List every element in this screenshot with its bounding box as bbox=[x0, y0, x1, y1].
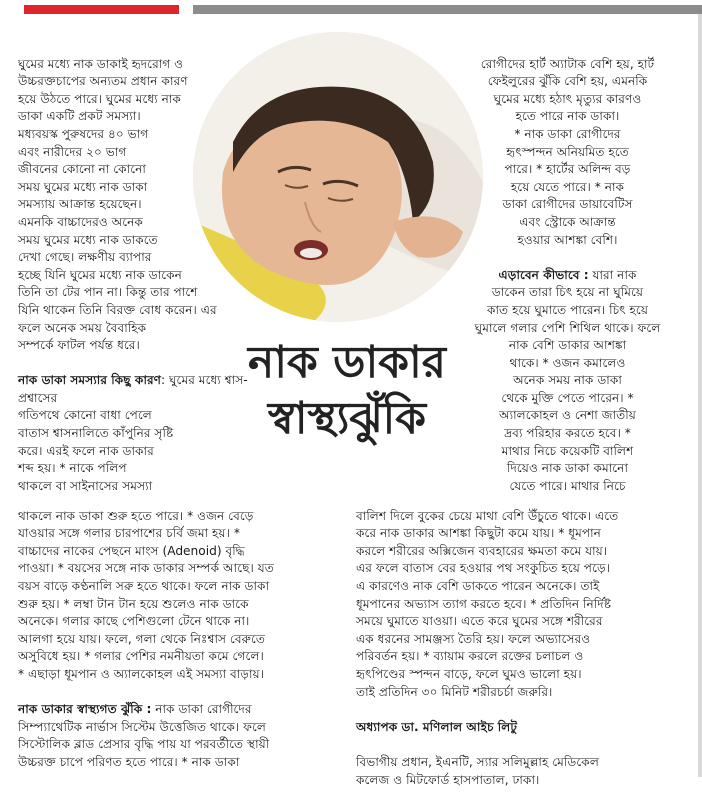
avoid-heading: এড়াবেন কীভাবে : bbox=[498, 267, 589, 282]
bottom-right-column bbox=[356, 490, 696, 807]
headline-line-1: নাক ডাকার bbox=[247, 337, 446, 388]
right-column bbox=[440, 38, 695, 513]
causes-continued-paragraph: থাকলে নাক ডাকা শুরু হতে পারে। * ওজন বেড়ে যাওয়ার সঙ্গে গলার চারপাশের চর্বি জমা হয়। * বাচ্চাদের নাকের পেছনে মাংস (Adenoid) বৃদ্ধি পাওয়া। * বয়সের সঙ্গে নাক ডাকার সম্পর্ক আছে। যত বয়স বাড়ে কণ্ঠনালি সরু হতে থাকে। ফলে নাক ডাকা শুরু হয়। * লম্বা টান টান হয়ে শুলেও নাক ডাকে অনেকে। গলার কাছে পেশিগুলো টেনে থাকে না। আলগা হয়ে যায়। ফলে, গলা থেকে নিঃশ্বাস বেরুতে অসুবিধে হয়। * গলার পেশির নমনীয়তা কমে গেলে। * এছাড়া ধূমপান ও অ্যালকোহল এই সমস্যা বাড়ায়। bbox=[18, 508, 274, 681]
intro-paragraph: ঘুমের মধ্যে নাক ডাকাই হৃদরোগ ও উচ্চরক্তচাপের অন্যতম প্রধান কারণ হয়ে উঠতে পারে। ঘুমের মধ্যে নাক ডাকা একটি প্রকট সমস্যা। মধ্যবয়স্ক পুরুষদের ৪০ ভাগ এবং নারীদের ২০ ভাগ জীবনের কোনো না কোনো সময় ঘুমের মধ্যে নাক ডাকা সমস্যায় আক্রান্ত হয়েছেন। এমনকি বাচ্চাদেরও অনেক সময় ঘুমের মধ্যে নাক ডাকতে দেখা গেছে। লক্ষণীয় ব্যাপার হচ্ছে যিনি ঘুমের মধ্যে নাক ডাকেন তিনি তা টের পান না। কিন্তু তার পাশে যিনি থাকেন তিনি বিরক্ত বোধ করেন। এর ফলে অনেক সময় বৈবাহিক সম্পর্কে ফাটল পর্যন্ত ধরে। bbox=[18, 56, 217, 353]
author-name: অধ্যাপক ডা. মণিলাল আইচ লিটু bbox=[356, 719, 518, 734]
top-grey-rule bbox=[193, 5, 702, 14]
prevention-continued-paragraph: বালিশ দিলে বুকের চেয়ে মাথা বেশি উঁচুতে থাকে। এতে করে নাক ডাকার আশঙ্কা কিছুটা কমে যায়। * ধূমপান করলে শরীরের অক্সিজেন ব্যবহারের ক্ষমতা কমে যায়। এর ফলে বাতাস বের হওয়ার পথ সংকুচিত হয়ে পড়ে। এ কারণেও নাক বেশি ডাকতে পারেন অনেকে। তাই ধূমপানের অভ্যাস ত্যাগ করতে হবে। * প্রতিদিন নির্দিষ্ট সময়ে ঘুমাতে যাওয়া। এতে করে ঘুমের সঙ্গে শরীরের এক ধরনের সামঞ্জস্য তৈরি হয়। ফলে অভ্যাসেরও পরিবর্তন হয়। * ব্যায়াম করলে রক্তের চলাচল ও হৃৎপিণ্ডের স্পন্দন বাড়ে, ফলে ঘুমও ভালো হয়। তাই প্রতিদিন ৩০ মিনিট শরীরচর্চা জরুরি। bbox=[356, 508, 619, 699]
causes-heading: নাক ডাকা সমস্যার কিছু কারণ bbox=[18, 373, 162, 388]
avoid-paragraph: যারা নাক ডাকেন তারা চিৎ হয়ে না ঘুমিয়ে কাত হয়ে ঘুমাতে পারেন। চিৎ হয়ে ঘুমালে গলার পেশি শিথিল থাকে। ফলে নাক বেশি ডাকার আশঙ্কা থাকে। * ওজন কমালেও অনেক সময় নাক ডাকা থেকে মুক্তি পেতে পারেন। * অ্যালকোহল ও নেশা জাতীয় দ্রব্য পরিহার করতে হবে। * মাথার নিচে কয়েকটি বালিশ দিয়েও নাক ডাকা কমানো যেতে পারে। মাথার নিচে bbox=[474, 267, 661, 493]
author-affiliation: বিভাগীয় প্রধান, ইএনটি, স্যার সলিমুল্লাহ মেডিকেল কলেজ ও মিটফোর্ড হাসপাতাল, ঢাকা। bbox=[356, 754, 599, 787]
health-risk-paragraph: নাক ডাকা রোগীদের সিম্প্যাথেটিক নার্ভাস সিস্টেম উত্তেজিত থাকে। ফলে সিস্টোলিক ব্লাড প্রেসার বৃদ্ধি পায় যা পরবর্তীতে স্থায়ী উচ্চরক্ত চাপে পরিণত হতে পারে। * নাক ডাকা bbox=[18, 702, 270, 769]
health-risk-heading: নাক ডাকার স্বাস্থ্যগত ঝুঁকি : bbox=[18, 702, 152, 717]
top-red-rule bbox=[24, 5, 179, 14]
headline bbox=[222, 335, 472, 447]
headline-line-2: স্বাস্থ্যঝুঁকি bbox=[267, 393, 427, 444]
bottom-left-column bbox=[18, 490, 340, 789]
page-edge bbox=[698, 14, 702, 777]
risk-continued-paragraph: রোগীদের হার্ট অ্যাটাক বেশি হয়, হার্ট ফেইলুরের ঝুঁকি বেশি হয়, এমনকি ঘুমের মধ্যে হঠাৎ মৃত্যুর কারণও হতে পারে নাক ডাকা। * নাক ডাকা রোগীদের হৃৎস্পন্দন অনিয়মিত হতে পারে। * হার্টের অলিন্দ বড় হয়ে যেতে পারে। * নাক ডাকা রোগীদের ডায়াবেটিস এবং স্ট্রোকে আক্রান্ত হওয়ার আশঙ্কা বেশি। bbox=[480, 56, 655, 247]
causes-paragraph: : ঘুমের মধ্যে শ্বাস-প্রশ্বাসের গতিপথে কোনো বাধা পেলে বাতাস শ্বাসনালিতে কাঁপুনির সৃষ্টি করে। এরই ফলে নাক ডাকার শব্দ হয়। * নাকে পলিপ থাকলে বা সাইনাসের সমস্যা bbox=[18, 373, 248, 493]
left-column bbox=[18, 38, 254, 513]
